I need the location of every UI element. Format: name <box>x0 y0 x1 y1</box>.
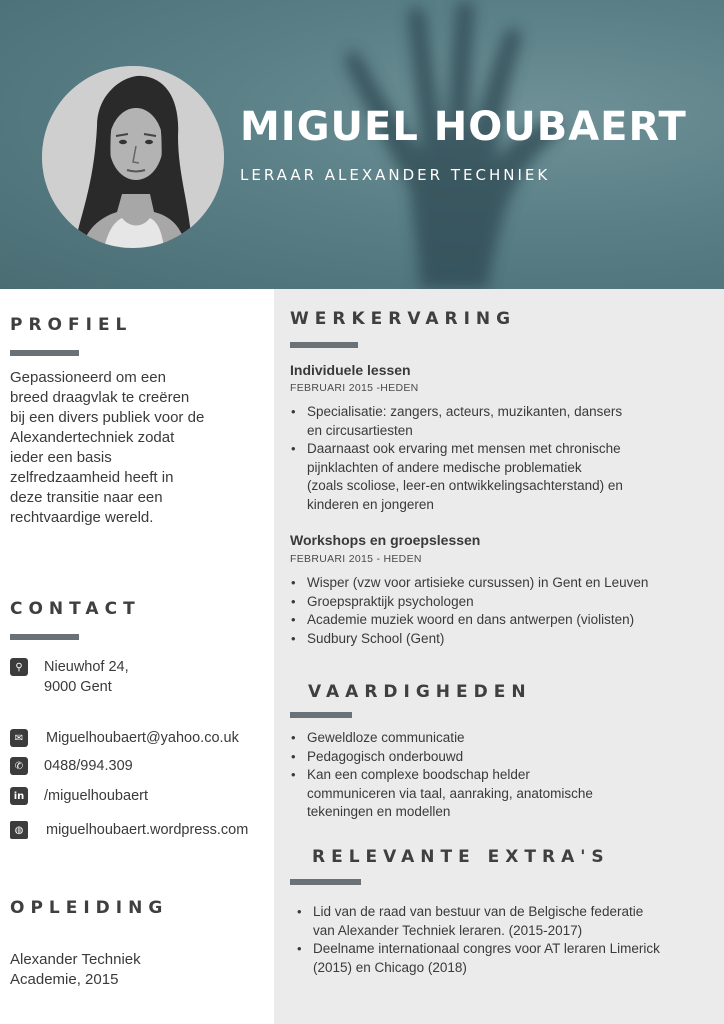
education-section-title: OPLEIDING <box>10 898 169 918</box>
list-item: • Pedagogisch onderbouwd <box>290 748 710 767</box>
phone-link[interactable]: 0488/994.309 <box>44 758 133 774</box>
phone-icon: ✆ <box>10 757 28 775</box>
list-item: • Wisper (vzw voor artisieke cursussen) in Gent en Leuven <box>290 574 715 593</box>
education-text <box>10 950 260 990</box>
profile-section-title: PROFIEL <box>10 315 133 335</box>
list-item: • Academie muziek woord en dans antwerpen (violisten) <box>290 611 715 630</box>
job-title-1: Individuele lessen <box>290 362 411 378</box>
extras-bullets <box>296 903 716 977</box>
globe-icon: ◍ <box>10 821 28 839</box>
address-line1: Nieuwhof 24, <box>44 659 129 675</box>
job-2-bullets <box>290 574 715 648</box>
list-item: • Geweldloze communicatie <box>290 729 710 748</box>
list-item: • Lid van de raad van bestuur van de Belgische federatie van Alexander Techniek leraren. (2015-2017) <box>296 903 716 940</box>
list-item: • Kan een complexe boodschap helder communiceren via taal, aanraking, anatomische tekeningen en modellen <box>290 766 710 822</box>
contact-email[interactable] <box>10 728 239 748</box>
job-1-bullets <box>290 403 710 515</box>
job-date-2: FEBRUARI 2015 - HEDEN <box>290 553 422 565</box>
contact-linkedin[interactable] <box>10 786 148 806</box>
job-title-2: Workshops en groepslessen <box>290 532 481 548</box>
profile-line: rechtvaardige wereld. <box>10 509 154 526</box>
email-link[interactable]: Miguelhoubaert@yahoo.co.uk <box>46 730 239 746</box>
mail-icon: ✉ <box>10 729 28 747</box>
job-title: LERAAR ALEXANDER TECHNIEK <box>240 166 551 184</box>
profile-line: deze transitie naar een <box>10 489 163 506</box>
location-icon: ⚲ <box>10 658 28 676</box>
extras-section-title: RELEVANTE EXTRA'S <box>312 847 610 867</box>
skills-divider <box>290 712 352 718</box>
contact-address <box>10 657 129 697</box>
address-line2: 9000 Gent <box>44 679 112 695</box>
experience-section-title: WERKERVARING <box>290 309 517 329</box>
profile-line: breed draagvlak te creëren <box>10 389 190 406</box>
profile-divider <box>10 350 79 356</box>
experience-divider <box>290 342 358 348</box>
list-item: • Daarnaast ook ervaring met mensen met chronische pijnklachten of andere medische problematiek (zoals scoliose, leer-en ontwikkelingsachterstand) en kinderen en jongeren <box>290 440 710 514</box>
profile-photo <box>42 66 224 248</box>
website-link[interactable]: miguelhoubaert.wordpress.com <box>46 822 249 838</box>
profile-line: ieder een basis <box>10 449 112 466</box>
list-item: • Deelname internationaal congres voor AT leraren Limerick (2015) en Chicago (2018) <box>296 940 716 977</box>
profile-line: Alexandertechniek zodat <box>10 429 175 446</box>
header-banner <box>0 0 724 289</box>
person-name: MIGUEL HOUBAERT <box>240 104 687 150</box>
skills-section-title: VAARDIGHEDEN <box>308 682 532 702</box>
skills-bullets <box>290 729 710 822</box>
portrait-image <box>42 66 224 248</box>
profile-text <box>10 368 260 528</box>
list-item: • Sudbury School (Gent) <box>290 630 715 649</box>
profile-line: bij een divers publiek voor de <box>10 409 205 426</box>
education-line: Alexander Techniek <box>10 951 141 968</box>
job-date-1: FEBRUARI 2015 -HEDEN <box>290 382 419 394</box>
profile-line: Gepassioneerd om een <box>10 369 166 386</box>
linkedin-icon: in <box>10 787 28 805</box>
education-line: Academie, 2015 <box>10 971 119 988</box>
list-item: • Groepspraktijk psychologen <box>290 593 715 612</box>
list-item: • Specialisatie: zangers, acteurs, muzikanten, dansers en circusartiesten <box>290 403 710 440</box>
extras-divider <box>290 879 361 885</box>
contact-section-title: CONTACT <box>10 599 141 619</box>
profile-line: zelfredzaamheid heeft in <box>10 469 174 486</box>
contact-website[interactable] <box>10 820 248 840</box>
linkedin-link[interactable]: /miguelhoubaert <box>44 788 148 804</box>
contact-phone[interactable] <box>10 756 133 776</box>
contact-divider <box>10 634 79 640</box>
